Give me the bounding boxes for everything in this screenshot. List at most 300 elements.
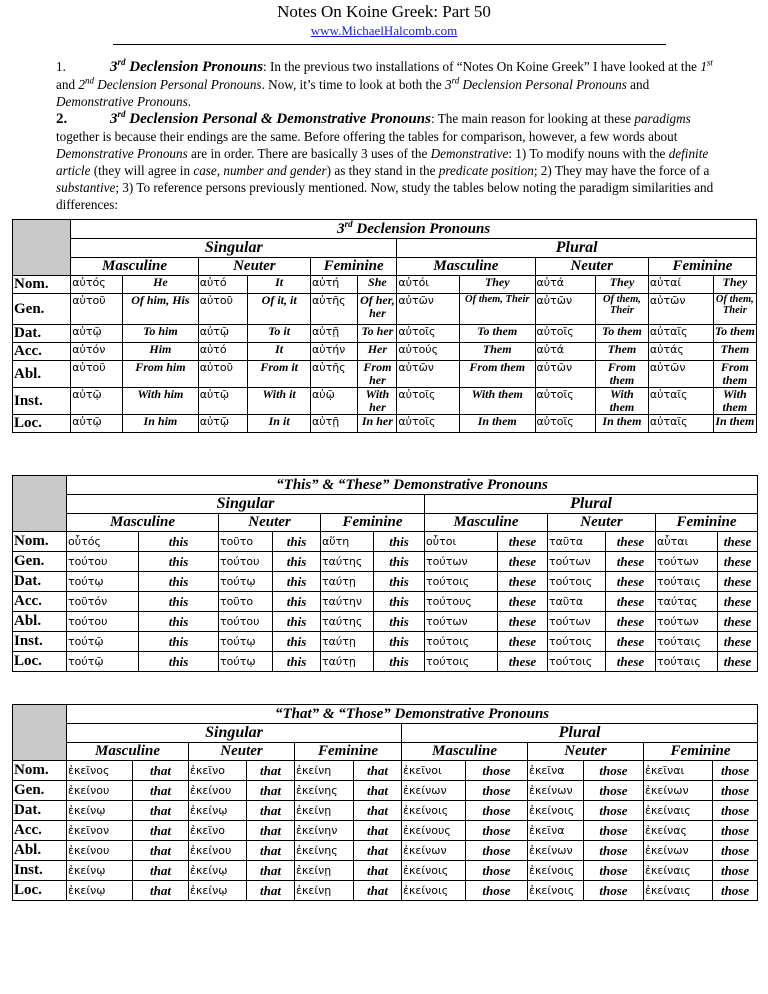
english-gloss: these [498, 552, 548, 572]
greek-form: ἐκείνοις [402, 801, 466, 821]
greek-form: τούτοις [548, 572, 606, 592]
greek-form: τούτων [425, 552, 498, 572]
case-label: Gen. [13, 781, 67, 801]
english-gloss: this [139, 592, 219, 612]
table-row [13, 612, 758, 632]
english-gloss: these [498, 532, 548, 552]
greek-form: ἐκείνῳ [189, 861, 247, 881]
greek-form: οὗτός [67, 532, 139, 552]
greek-form: αὐτῷ [198, 415, 248, 433]
greek-form: ταύτης [321, 552, 374, 572]
english-gloss: these [718, 652, 758, 672]
greek-form: αὐτοῖς [397, 325, 460, 343]
table-body [13, 761, 758, 901]
english-gloss: those [584, 781, 644, 801]
english-gloss: He [123, 276, 199, 294]
greek-form: ἐκείνης [295, 841, 354, 861]
english-gloss: It [248, 343, 311, 361]
english-gloss: that [247, 821, 295, 841]
english-gloss: In them [595, 415, 648, 433]
table-row [13, 592, 758, 612]
english-gloss: Of them, Their [713, 294, 756, 325]
singular-header: Singular [71, 239, 397, 258]
english-gloss: these [606, 552, 656, 572]
greek-form: ἐκείνων [402, 781, 466, 801]
english-gloss: those [713, 881, 758, 901]
english-gloss: Of them, Their [459, 294, 535, 325]
plural-header: Plural [402, 724, 758, 743]
greek-form: ἐκεῖναι [644, 761, 713, 781]
greek-form: τούτῳ [219, 572, 273, 592]
greek-form: αὐτῷ [198, 388, 248, 415]
english-gloss: these [498, 632, 548, 652]
greek-form: ἐκεῖνα [528, 761, 584, 781]
case-label: Abl. [13, 841, 67, 861]
english-gloss: From them [459, 361, 535, 388]
greek-form: αὐτά [535, 343, 595, 361]
greek-form: ἐκείνων [528, 781, 584, 801]
greek-form: ἐκείνας [644, 821, 713, 841]
masculine-header: Masculine [402, 743, 528, 761]
greek-form: αὐτοῦ [198, 294, 248, 325]
corner-cell [13, 476, 67, 532]
greek-form: ἐκείνοις [528, 801, 584, 821]
greek-form: ἐκείνων [644, 841, 713, 861]
greek-form: ἐκεῖνο [189, 821, 247, 841]
english-gloss: those [584, 821, 644, 841]
feminine-header: Feminine [656, 514, 758, 532]
english-gloss: It [248, 276, 311, 294]
english-gloss: Them [713, 343, 756, 361]
greek-form: ἐκείνου [67, 841, 133, 861]
greek-form: αὐῷ [310, 388, 358, 415]
greek-form: αὐτό [198, 276, 248, 294]
greek-form: αὐτός [71, 276, 123, 294]
case-label: Gen. [13, 294, 71, 325]
greek-form: ἐκείνῃ [295, 801, 354, 821]
greek-form: αὐτῷ [71, 388, 123, 415]
greek-form: ταύτας [656, 592, 718, 612]
case-label: Acc. [13, 592, 67, 612]
english-gloss: that [247, 881, 295, 901]
greek-form: αὐτῇ [310, 415, 358, 433]
greek-form: αὐτῇ [310, 325, 358, 343]
english-gloss: those [713, 841, 758, 861]
case-label: Gen. [13, 552, 67, 572]
website-link[interactable]: www.MichaelHalcomb.com [310, 23, 458, 38]
english-gloss: They [713, 276, 756, 294]
english-gloss: that [247, 781, 295, 801]
english-gloss: With them [459, 388, 535, 415]
greek-form: αὐτῶν [397, 294, 460, 325]
table-row [13, 276, 757, 294]
english-gloss: these [606, 632, 656, 652]
english-gloss: Them [459, 343, 535, 361]
greek-form: αὐτῶν [397, 361, 460, 388]
greek-form: ταύτης [321, 612, 374, 632]
case-label: Loc. [13, 415, 71, 433]
english-gloss: Her [358, 343, 397, 361]
table-row [13, 388, 757, 415]
greek-form: ἐκείνῃ [295, 881, 354, 901]
feminine-header: Feminine [321, 514, 425, 532]
english-gloss: that [354, 881, 402, 901]
english-gloss: From him [123, 361, 199, 388]
greek-form: αὐταῖς [648, 415, 713, 433]
table-row [13, 325, 757, 343]
greek-form: ἐκείνῃ [295, 861, 354, 881]
greek-form: αὐτοῦ [71, 294, 123, 325]
english-gloss: With her [358, 388, 397, 415]
greek-form: τούτων [548, 612, 606, 632]
table-row [13, 294, 757, 325]
table-row [13, 532, 758, 552]
greek-form: ἐκεῖνο [189, 761, 247, 781]
greek-form: ἐκείνῳ [189, 881, 247, 901]
english-gloss: this [273, 652, 321, 672]
english-gloss: those [713, 761, 758, 781]
greek-form: ἐκείναις [644, 881, 713, 901]
greek-form: ἐκεῖνα [528, 821, 584, 841]
english-gloss: that [354, 861, 402, 881]
greek-form: αὐτή [310, 276, 358, 294]
english-gloss: To them [459, 325, 535, 343]
english-gloss: these [498, 652, 548, 672]
english-gloss: With them [713, 388, 756, 415]
neuter-header: Neuter [548, 514, 656, 532]
case-label: Nom. [13, 276, 71, 294]
english-gloss: these [718, 572, 758, 592]
english-gloss: these [606, 592, 656, 612]
case-label: Loc. [13, 881, 67, 901]
english-gloss: those [584, 861, 644, 881]
english-gloss: these [498, 612, 548, 632]
greek-form: ἐκείναις [644, 861, 713, 881]
paragraph-2-heading: 3rd Declension Personal & Demonstrative Pronouns [110, 109, 431, 127]
greek-form: αὐτοῖς [535, 325, 595, 343]
case-label: Acc. [13, 821, 67, 841]
greek-form: ἐκείνῳ [67, 801, 133, 821]
feminine-header: Feminine [295, 743, 402, 761]
english-gloss: these [498, 572, 548, 592]
english-gloss: that [133, 821, 189, 841]
english-gloss: these [718, 552, 758, 572]
singular-header: Singular [67, 724, 402, 743]
table-row [13, 343, 757, 361]
english-gloss: these [606, 612, 656, 632]
page-title: Notes On Koine Greek: Part 50 [277, 2, 491, 21]
case-label: Abl. [13, 612, 67, 632]
greek-form: τούτων [656, 612, 718, 632]
english-gloss: From them [595, 361, 648, 388]
greek-form: ἐκείνου [189, 781, 247, 801]
english-gloss: They [595, 276, 648, 294]
english-gloss: this [374, 532, 425, 552]
greek-form: ἐκείνοις [528, 861, 584, 881]
table-row [13, 881, 758, 901]
table-row [13, 761, 758, 781]
english-gloss: that [247, 761, 295, 781]
english-gloss: this [273, 592, 321, 612]
greek-form: αὐτοῖς [535, 415, 595, 433]
greek-form: ἐκείνοις [402, 861, 466, 881]
greek-form: αὐτούς [397, 343, 460, 361]
neuter-header: Neuter [528, 743, 644, 761]
third-declension-table [12, 219, 757, 433]
greek-form: ταύτῃ [321, 652, 374, 672]
english-gloss: that [133, 881, 189, 901]
greek-form: τούτῳ [219, 652, 273, 672]
english-gloss: Them [595, 343, 648, 361]
greek-form: αὐτοῦ [71, 361, 123, 388]
english-gloss: this [139, 652, 219, 672]
greek-form: τούταις [656, 572, 718, 592]
corner-cell [13, 220, 71, 276]
table-row [13, 415, 757, 433]
neuter-header: Neuter [219, 514, 321, 532]
english-gloss: these [718, 612, 758, 632]
english-gloss: those [584, 881, 644, 901]
greek-form: τοῦτο [219, 592, 273, 612]
greek-form: ταύτην [321, 592, 374, 612]
english-gloss: that [133, 781, 189, 801]
english-gloss: this [139, 552, 219, 572]
greek-form: ἐκεῖνον [67, 821, 133, 841]
table-body [13, 276, 757, 433]
english-gloss: those [466, 801, 528, 821]
case-label: Dat. [13, 325, 71, 343]
greek-form: αὐτῶν [535, 294, 595, 325]
greek-form: αὐτοῦ [198, 361, 248, 388]
feminine-header: Feminine [310, 258, 396, 276]
english-gloss: this [374, 552, 425, 572]
english-gloss: this [374, 612, 425, 632]
english-gloss: With it [248, 388, 311, 415]
greek-form: αὐτῷ [198, 325, 248, 343]
english-gloss: this [273, 552, 321, 572]
greek-form: ἐκείνῳ [67, 861, 133, 881]
plural-header: Plural [397, 239, 757, 258]
table-title: “That” & “Those” Demonstrative Pronouns [67, 705, 758, 724]
greek-form: αὐτῶν [535, 361, 595, 388]
english-gloss: Of him, His [123, 294, 199, 325]
greek-form: ἐκείνου [189, 841, 247, 861]
greek-form: αὐτά [535, 276, 595, 294]
english-gloss: this [374, 572, 425, 592]
english-gloss: that [354, 841, 402, 861]
case-label: Loc. [13, 652, 67, 672]
english-gloss: those [466, 881, 528, 901]
greek-form: τούτοις [548, 652, 606, 672]
english-gloss: In her [358, 415, 397, 433]
masculine-header: Masculine [67, 514, 219, 532]
case-label: Nom. [13, 761, 67, 781]
greek-form: αὐτῶν [648, 294, 713, 325]
greek-form: τούτων [548, 552, 606, 572]
english-gloss: this [374, 652, 425, 672]
english-gloss: With them [595, 388, 648, 415]
greek-form: ἐκείνοις [528, 881, 584, 901]
english-gloss: With him [123, 388, 199, 415]
greek-form: ἐκείνης [295, 781, 354, 801]
greek-form: αὐτῆς [310, 294, 358, 325]
greek-form: τούτου [67, 552, 139, 572]
greek-form: αὐταῖς [648, 388, 713, 415]
masculine-header: Masculine [71, 258, 198, 276]
english-gloss: those [713, 821, 758, 841]
masculine-header: Masculine [425, 514, 548, 532]
greek-form: τούτου [219, 612, 273, 632]
greek-form: αὐτάς [648, 343, 713, 361]
greek-form: τούτων [425, 612, 498, 632]
english-gloss: those [466, 861, 528, 881]
english-gloss: this [273, 612, 321, 632]
english-gloss: To them [595, 325, 648, 343]
greek-form: ταῦτα [548, 532, 606, 552]
greek-form: τούτῳ [219, 632, 273, 652]
greek-form: αὗται [656, 532, 718, 552]
english-gloss: They [459, 276, 535, 294]
masculine-header: Masculine [397, 258, 535, 276]
greek-form: ἐκείνην [295, 821, 354, 841]
masculine-header: Masculine [67, 743, 189, 761]
greek-form: τούτων [656, 552, 718, 572]
that-those-table [12, 704, 758, 901]
english-gloss: Of it, it [248, 294, 311, 325]
greek-form: ἐκείνων [644, 781, 713, 801]
english-gloss: those [466, 821, 528, 841]
plural-header: Plural [425, 495, 758, 514]
english-gloss: that [354, 801, 402, 821]
greek-form: αὐταῖς [648, 325, 713, 343]
greek-form: ἐκείνους [402, 821, 466, 841]
greek-form: τούτῳ [67, 572, 139, 592]
greek-form: ἐκεῖνοι [402, 761, 466, 781]
english-gloss: this [273, 632, 321, 652]
greek-form: τούτου [67, 612, 139, 632]
table-row [13, 552, 758, 572]
english-gloss: this [139, 632, 219, 652]
case-label: Dat. [13, 572, 67, 592]
english-gloss: this [139, 532, 219, 552]
english-gloss: She [358, 276, 397, 294]
table-row [13, 861, 758, 881]
english-gloss: that [133, 861, 189, 881]
case-label: Inst. [13, 388, 71, 415]
english-gloss: To him [123, 325, 199, 343]
greek-form: ἐκείνων [402, 841, 466, 861]
english-gloss: these [606, 532, 656, 552]
table-row [13, 801, 758, 821]
english-gloss: these [606, 652, 656, 672]
english-gloss: From it [248, 361, 311, 388]
english-gloss: those [466, 841, 528, 861]
english-gloss: In it [248, 415, 311, 433]
greek-form: τούταις [656, 632, 718, 652]
english-gloss: To her [358, 325, 397, 343]
greek-form: ἐκείνῳ [67, 881, 133, 901]
english-gloss: those [584, 841, 644, 861]
greek-form: αὐταί [648, 276, 713, 294]
paragraph-2: 2. 3rd Declension Personal & Demonstrative Pronouns: The main reason for looking at these paradigms together is because their endings are the same. Before offering the tables for comparison, however, a few words about Demonstrative Pronouns are in order. There are basically 3 uses of the Demonstrative: 1) To modify nouns with the definite article (they will agree in case, number and gender) as they stand in the predicate position; 2) They may have the force of a substantive; 3) To reference persons previously mentioned. Now, study the tables below noting the paradigm similarities and differences: [56, 109, 714, 212]
greek-form: τούτου [219, 552, 273, 572]
english-gloss: Him [123, 343, 199, 361]
english-gloss: From them [713, 361, 756, 388]
greek-form: αὐτῶν [648, 361, 713, 388]
table-title: 3rd Declension Pronouns [71, 220, 757, 239]
english-gloss: these [718, 592, 758, 612]
greek-form: αὐτοῖς [397, 388, 460, 415]
english-gloss: To it [248, 325, 311, 343]
english-gloss: these [498, 592, 548, 612]
case-label: Acc. [13, 343, 71, 361]
neuter-header: Neuter [535, 258, 648, 276]
english-gloss: that [247, 801, 295, 821]
intro-text [56, 58, 720, 213]
table-row [13, 652, 758, 672]
greek-form: οὗτοι [425, 532, 498, 552]
feminine-header: Feminine [648, 258, 756, 276]
english-gloss: that [354, 761, 402, 781]
english-gloss: this [273, 572, 321, 592]
english-gloss: Of them, Their [595, 294, 648, 325]
greek-form: τούτῷ [67, 632, 139, 652]
greek-form: ἐκείνῳ [189, 801, 247, 821]
english-gloss: these [718, 632, 758, 652]
english-gloss: In him [123, 415, 199, 433]
english-gloss: this [374, 592, 425, 612]
neuter-header: Neuter [189, 743, 295, 761]
table-row [13, 821, 758, 841]
case-label: Inst. [13, 861, 67, 881]
greek-form: τούτοις [425, 652, 498, 672]
english-gloss: those [713, 801, 758, 821]
greek-form: τούτους [425, 592, 498, 612]
greek-form: ἐκεῖνος [67, 761, 133, 781]
english-gloss: that [133, 841, 189, 861]
english-gloss: this [139, 612, 219, 632]
greek-form: ταύτῃ [321, 572, 374, 592]
english-gloss: In them [459, 415, 535, 433]
greek-form: αὐτῷ [71, 415, 123, 433]
greek-form: τούτῷ [67, 652, 139, 672]
greek-form: ἐκείνου [67, 781, 133, 801]
greek-form: τούτοις [548, 632, 606, 652]
case-label: Dat. [13, 801, 67, 821]
greek-form: ἐκείνων [528, 841, 584, 861]
greek-form: αὕτη [321, 532, 374, 552]
english-gloss: that [133, 761, 189, 781]
table-row [13, 632, 758, 652]
table-row [13, 361, 757, 388]
greek-form: αὐτόι [397, 276, 460, 294]
english-gloss: those [713, 781, 758, 801]
english-gloss: this [139, 572, 219, 592]
greek-form: ἐκείνη [295, 761, 354, 781]
english-gloss: those [713, 861, 758, 881]
greek-form: αὐτήν [310, 343, 358, 361]
english-gloss: these [718, 532, 758, 552]
paragraph-1-heading: 3rd Declension Pronouns [110, 57, 264, 75]
greek-form: ἐκείνοις [402, 881, 466, 901]
paragraph-1: 1. 3rd Declension Pronouns: In the previous two installations of “Notes On Koine Greek” I have looked at the 1st and 2nd Declension Personal Pronouns. Now, it’s time to look at both the 3rd Declension Personal Pronouns and Demonstrative Pronouns. [56, 57, 713, 109]
greek-form: τούταις [656, 652, 718, 672]
greek-form: αὐτοῖς [535, 388, 595, 415]
greek-form: αὐτοῖς [397, 415, 460, 433]
neuter-header: Neuter [198, 258, 310, 276]
english-gloss: that [354, 821, 402, 841]
greek-form: τούτοις [425, 572, 498, 592]
